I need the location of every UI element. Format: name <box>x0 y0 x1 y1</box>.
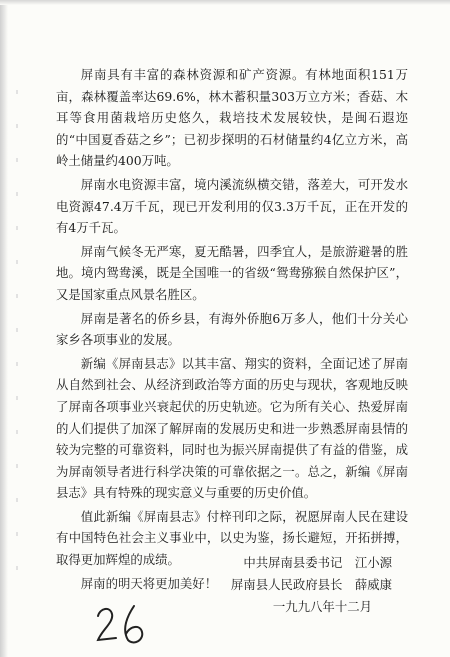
paragraph-climate: 屏南气候冬无严寒，夏无酷暑，四季宜人，是旅游避暑的胜地。境内鸳鸯溪，既是全国唯一的省级“鸳鸯猕猴自然保护区”，又是国家重点风景名胜区。 <box>56 243 408 302</box>
paragraph-hydropower: 屏南水电资源丰富，境内溪流纵横交错，落差大，可开发水电资源47.4万千瓦，现已开发利用的仅3.3万千瓦，正在开发的有4万千瓦。 <box>56 176 408 236</box>
handwritten-page-number <box>92 600 162 648</box>
signature-county-head: 屏南县人民政府县长 薛威康 <box>230 577 392 592</box>
paragraph-closing: 屏南的明天将更加美好！ <box>80 575 218 591</box>
margin-shadow <box>16 60 18 600</box>
signature-block <box>142 552 392 618</box>
preface-body <box>56 64 408 596</box>
paragraph-wishes: 值此新编《屏南县志》付梓刊印之际，祝愿屏南人民在建设有中国特色社会主义事业中，以史为鉴，扬长避短，开拓拼搏，取得更加辉煌的成绩。 <box>56 508 408 568</box>
paragraph-overseas-chinese: 屏南是著名的侨乡县，有海外侨胞6万多人，他们十分关心家乡各项事业的发展。 <box>56 310 408 348</box>
paragraph-resources: 屏南具有丰富的森林资源和矿产资源。有林地面积151万亩，森林覆盖率达69.6%，林木蓄积量303万立方米；香菇、木耳等食用菌栽培历史悠久，栽培技术发展较快，是闽石遐迩的“中国夏香菇之乡”；已初步探明的石材储量约4亿立方米，高岭土储量约400万吨。 <box>56 67 408 169</box>
paragraph-county-annals: 新编《屏南县志》以其丰富、翔实的资料，全面记述了屏南从自然到社会、从经济到政治等方面的历史与现状，客观地反映了屏南各项事业兴衰起伏的历史轨迹。它为所有关心、热爱屏南的人们提供了加深了解屏南的发展历史和进一步熟悉屏南县情的较为完整的可靠资料，同时也为振兴屏南提供了有益的借鉴，成为屏南领导者进行科学决策的可靠依据之一。总之，新编《屏南县志》具有特殊的现实意义与重要的历史价值。 <box>56 355 408 501</box>
signature-party-secretary: 中共屏南县委书记 江小源 <box>243 555 392 570</box>
signature-date: 一九九八年十二月 <box>272 599 372 614</box>
scan-shadow-left <box>0 0 8 657</box>
scan-shadow-top <box>0 0 450 5</box>
